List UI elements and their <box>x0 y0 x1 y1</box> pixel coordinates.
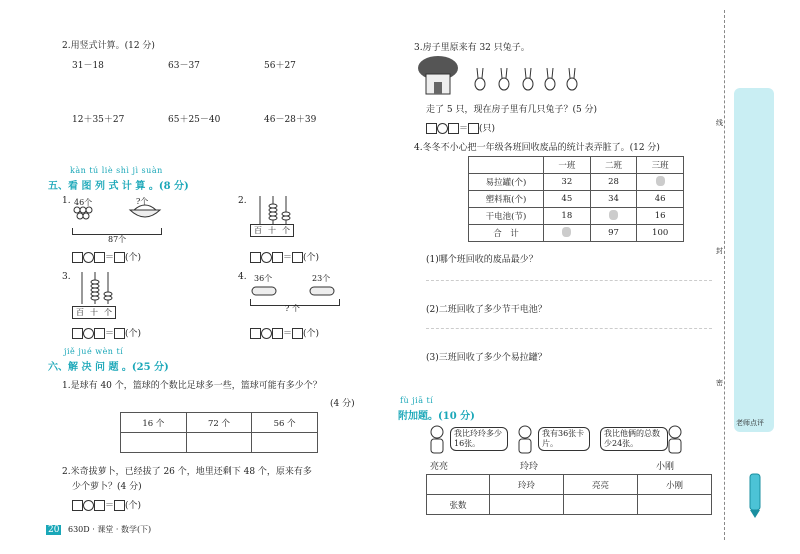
abacus-labels: 百 十 个 <box>72 306 116 319</box>
p1-count: 46个 <box>74 198 93 207</box>
calc-item: 65＋25－40 <box>168 115 221 125</box>
p4-left-count: 36个 <box>254 274 273 283</box>
sidebar-label: 密 <box>716 379 723 387</box>
teacher-comment-label: 老师点评 <box>736 419 764 427</box>
basket-icon <box>128 204 162 222</box>
answer-cell[interactable] <box>490 495 564 515</box>
bonus-table: 玲玲 亮亮 小刚 张数 <box>426 474 712 515</box>
p3-number: 3. <box>62 272 71 282</box>
p1-number: 1. <box>62 196 71 206</box>
sub-question-3: (3)三班回收了多少个易拉罐？ <box>426 353 547 363</box>
child-icon <box>516 424 534 454</box>
q1-text: 1.是球有 40 个，篮球的个数比足球多一些，篮球可能有多少个？ <box>62 381 322 391</box>
answer-line[interactable] <box>426 280 712 281</box>
answer-cell[interactable] <box>564 495 638 515</box>
speech-bubble: 我比他俩的总数少24张。 <box>600 427 668 451</box>
smudge-icon <box>562 227 571 237</box>
sec6-pinyin: jiě jué wèn tí <box>64 347 124 356</box>
equation-row[interactable]: ＝ (个) <box>250 250 319 263</box>
name-label: 小刚 <box>656 462 675 472</box>
abacus-labels: 百 十 个 <box>250 224 294 237</box>
q3-text: 3.房子里原来有 32 只兔子。 <box>414 43 530 53</box>
calc-item: 63－37 <box>168 61 200 71</box>
answer-line[interactable] <box>426 328 712 329</box>
child-icon <box>428 424 446 454</box>
smudge-icon <box>656 176 665 186</box>
answer-cell[interactable] <box>252 433 318 453</box>
q2b-line1: 2.米奇拔萝卜，已经拔了 26 个，地里还剩下 48 个，原来有多 <box>62 467 312 477</box>
p4-number: 4. <box>238 272 247 282</box>
speech-bubble: 我比玲玲多少16张。 <box>450 427 508 451</box>
footer-text: 630D · 课堂 · 数学(下) <box>68 525 152 534</box>
equation-row[interactable]: ＝ (只) <box>426 121 495 134</box>
q4-text: 4.冬冬不小心把一年级各班回收废品的统计表弄脏了。(12 分) <box>414 143 660 153</box>
q3-sub: 走了 5 只，现在房子里有几只兔子？(5 分) <box>426 105 598 115</box>
option-cell: 16 个 <box>121 413 187 433</box>
sidebar-label: 封 <box>716 247 723 255</box>
p4-question: ? 个 <box>285 304 300 313</box>
p4-right-count: 23个 <box>312 274 331 283</box>
page-number: 20 <box>48 525 60 535</box>
sub-question-1: (1)哪个班回收的废品最少？ <box>426 255 538 265</box>
sec5-title: 五、看 图 列 式 计 算 。(8 分) <box>48 181 189 192</box>
option-cell: 56 个 <box>252 413 318 433</box>
equation-row[interactable]: ＝ (个) <box>250 326 319 339</box>
sidebar-label: 线 <box>716 119 723 127</box>
bonus-pinyin: fù jiā tí <box>400 396 434 405</box>
bonus-title: 附加题。(10 分) <box>398 411 475 422</box>
binding-line <box>724 10 726 540</box>
sec6-title: 六、解 决 问 题 。(25 分) <box>48 362 169 373</box>
q2-title: 2.用竖式计算。(12 分) <box>62 41 155 51</box>
equation-row[interactable]: ＝ (个) <box>72 326 141 339</box>
answer-cell[interactable] <box>186 433 252 453</box>
q1-options-table <box>120 412 318 453</box>
house-rabbits-icon <box>416 54 586 96</box>
pen-icon <box>740 470 770 520</box>
sec5-pinyin: kàn tú liè shì jì suàn <box>70 166 163 175</box>
items-icon <box>250 283 338 299</box>
calc-item: 46－28＋39 <box>264 115 317 125</box>
name-label: 玲玲 <box>520 462 539 472</box>
name-label: 亮亮 <box>430 462 449 472</box>
smudge-icon <box>609 210 618 220</box>
p1-question: ?个 <box>136 197 149 206</box>
stats-table: 一班 二班 三班 易拉罐(个) 32 28 塑料瓶(个) 45 34 46 干电池(节) 18 16 合 计 97 100 <box>468 156 684 242</box>
option-cell: 72 个 <box>186 413 252 433</box>
sidebar-panel <box>734 88 774 432</box>
answer-cell[interactable] <box>638 495 712 515</box>
q2b-line2: 少个萝卜？(4 分) <box>72 482 142 492</box>
q1-score: (4 分) <box>330 399 355 409</box>
equation-row[interactable]: ＝ (个) <box>72 250 141 263</box>
answer-cell[interactable] <box>121 433 187 453</box>
calc-item: 56＋27 <box>264 61 296 71</box>
p1-total: 87个 <box>108 235 127 244</box>
calc-item: 31－18 <box>72 61 104 71</box>
speech-bubble: 我有36张卡片。 <box>538 427 590 451</box>
sub-question-2: (2)二班回收了多少节干电池？ <box>426 305 547 315</box>
child-icon <box>666 424 684 454</box>
footer <box>46 524 151 535</box>
equation-row[interactable]: ＝ (个) <box>72 498 141 511</box>
calc-item: 12＋35＋27 <box>72 115 125 125</box>
p2-number: 2. <box>238 196 247 206</box>
